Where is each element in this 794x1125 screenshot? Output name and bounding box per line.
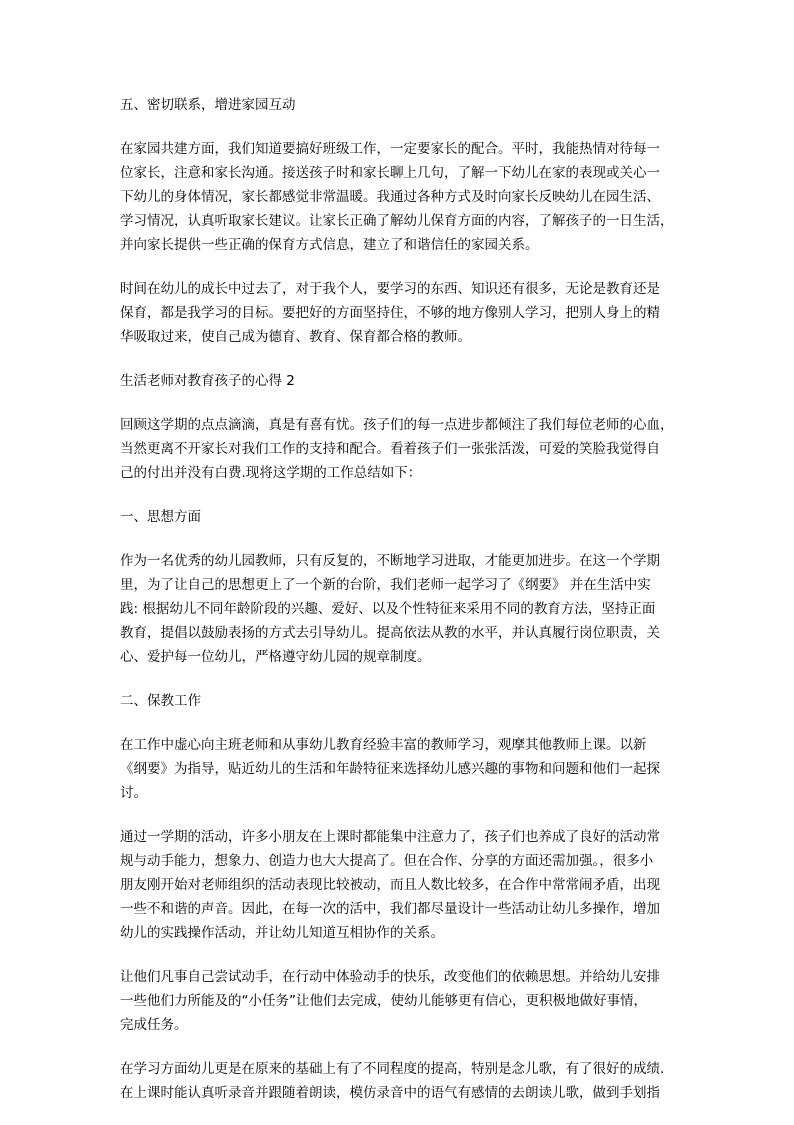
paragraph-learning <box>120 1057 680 1105</box>
text-line: 己的付出并没有白费.现将这学期的工作总结如下： <box>120 465 422 481</box>
document-body <box>120 93 680 1125</box>
paragraph-growth <box>120 277 680 349</box>
text-line: 时间在幼儿的成长中过去了，对于我个人，要学习的东西、知识还有很多，无论是教育还是 <box>120 281 660 297</box>
section-heading-1: 一、思想方面 <box>120 509 201 525</box>
text-line: 讨。 <box>120 785 147 801</box>
paragraph-thought <box>120 549 680 669</box>
text-line: 作为一名优秀的幼儿园教师，只有反复的，不断地学习进取，才能更加进步。在这一个学期 <box>120 553 660 569</box>
text-line: 一些他们力所能及的“小任务”让他们去完成，使幼儿能够更有信心，更积极地做好事情， <box>120 993 647 1009</box>
text-line: 心、爱护每一位幼儿，严格遵守幼儿园的规章制度。 <box>120 649 431 665</box>
text-line: 幼儿的实践操作活动，并让幼儿知道互相协作的关系。 <box>120 925 444 941</box>
paragraph-hands-on <box>120 965 680 1037</box>
text-line: 通过一学期的活动，许多小朋友在上课时都能集中注意力了，孩子们也养成了良好的活动常 <box>120 829 660 845</box>
text-line: 在上课时能认真听录音并跟随着朗读，模仿录音中的语气有感情的去朗读儿歌，做到手划指 <box>120 1085 660 1101</box>
text-line: 完成任务。 <box>120 1017 188 1033</box>
text-line: 下幼儿的身体情况，家长都感觉非常温暖。我通过各种方式及时向家长反映幼儿在园生活、 <box>120 189 660 205</box>
paragraph-teaching <box>120 733 680 805</box>
text-line: 在学习方面幼儿更是在原来的基础上有了不同程度的提高，特别是念儿歌，有了很好的成绩. <box>120 1061 665 1077</box>
text-line: 《纲要》为指导，贴近幼儿的生活和年龄特征来选择幼儿感兴趣的事物和问题和他们一起探 <box>120 761 660 777</box>
text-line: 回顾这学期的点点滴滴，真是有喜有忧。孩子们的每一点进步都倾注了我们每位老师的心血， <box>120 417 674 433</box>
text-line: 位家长，注意和家长沟通。接送孩子时和家长聊上几句，了解一下幼儿在家的表现或关心一 <box>120 165 660 181</box>
text-line: 在工作中虚心向主班老师和从事幼儿教育经验丰富的教师学习，观摩其他教师上课。以新 <box>120 737 647 753</box>
text-line: 学习情况，认真听取家长建议。让家长正确了解幼儿保育方面的内容，了解孩子的一日生活， <box>120 213 674 229</box>
section-heading-5: 五、密切联系，增进家园互动 <box>120 97 296 113</box>
text-line: 并向家长提供一些正确的保育方式信息，建立了和谐信任的家园关系。 <box>120 237 539 253</box>
text-line: 教育，提倡以鼓励表扬的方式去引导幼儿。提高依法从教的水平，并认真履行岗位职责，关 <box>120 625 660 641</box>
text-line: 保育，都是我学习的目标。要把好的方面坚持住，不够的地方像别人学习，把别人身上的精 <box>120 305 660 321</box>
text-line: 在家园共建方面，我们知道要搞好班级工作，一定要家长的配合。平时，我能热情对待每一 <box>120 141 660 157</box>
text-line: 华吸取过来，使自己成为德育、教育、保育都合格的教师。 <box>120 329 471 345</box>
article-title-2: 生活老师对教育孩子的心得 2 <box>120 373 295 389</box>
text-line: 当然更离不开家长对我们工作的支持和配合。看着孩子们一张张活泼，可爱的笑脸我觉得自 <box>120 441 660 457</box>
text-line: 让他们凡事自己尝试动手，在行动中体验动手的快乐，改变他们的依赖思想。并给幼儿安排 <box>120 969 660 985</box>
text-line: 践: 根据幼儿不同年龄阶段的兴趣、爱好、以及个性特征来采用不同的教育方法，坚持正面 <box>120 601 656 617</box>
paragraph-home-school <box>120 137 680 257</box>
text-line: 里，为了让自己的思想更上了一个新的台阶，我们老师一起学习了《纲要》 并在生活中实 <box>120 577 651 593</box>
paragraph-review <box>120 413 680 485</box>
text-line: 朋友刚开始对老师组织的活动表现比较被动，而且人数比较多，在合作中常常闹矛盾，出现 <box>120 877 660 893</box>
paragraph-activities <box>120 825 680 945</box>
text-line: 一些不和谐的声音。因此，在每一次的活中，我们都尽量设计一些活动让幼儿多操作，增加 <box>120 901 660 917</box>
text-line: 规与动手能力，想象力、创造力也大大提高了。但在合作、分享的方面还需加强。，很多小 <box>120 853 654 869</box>
section-heading-2: 二、保教工作 <box>120 693 201 709</box>
